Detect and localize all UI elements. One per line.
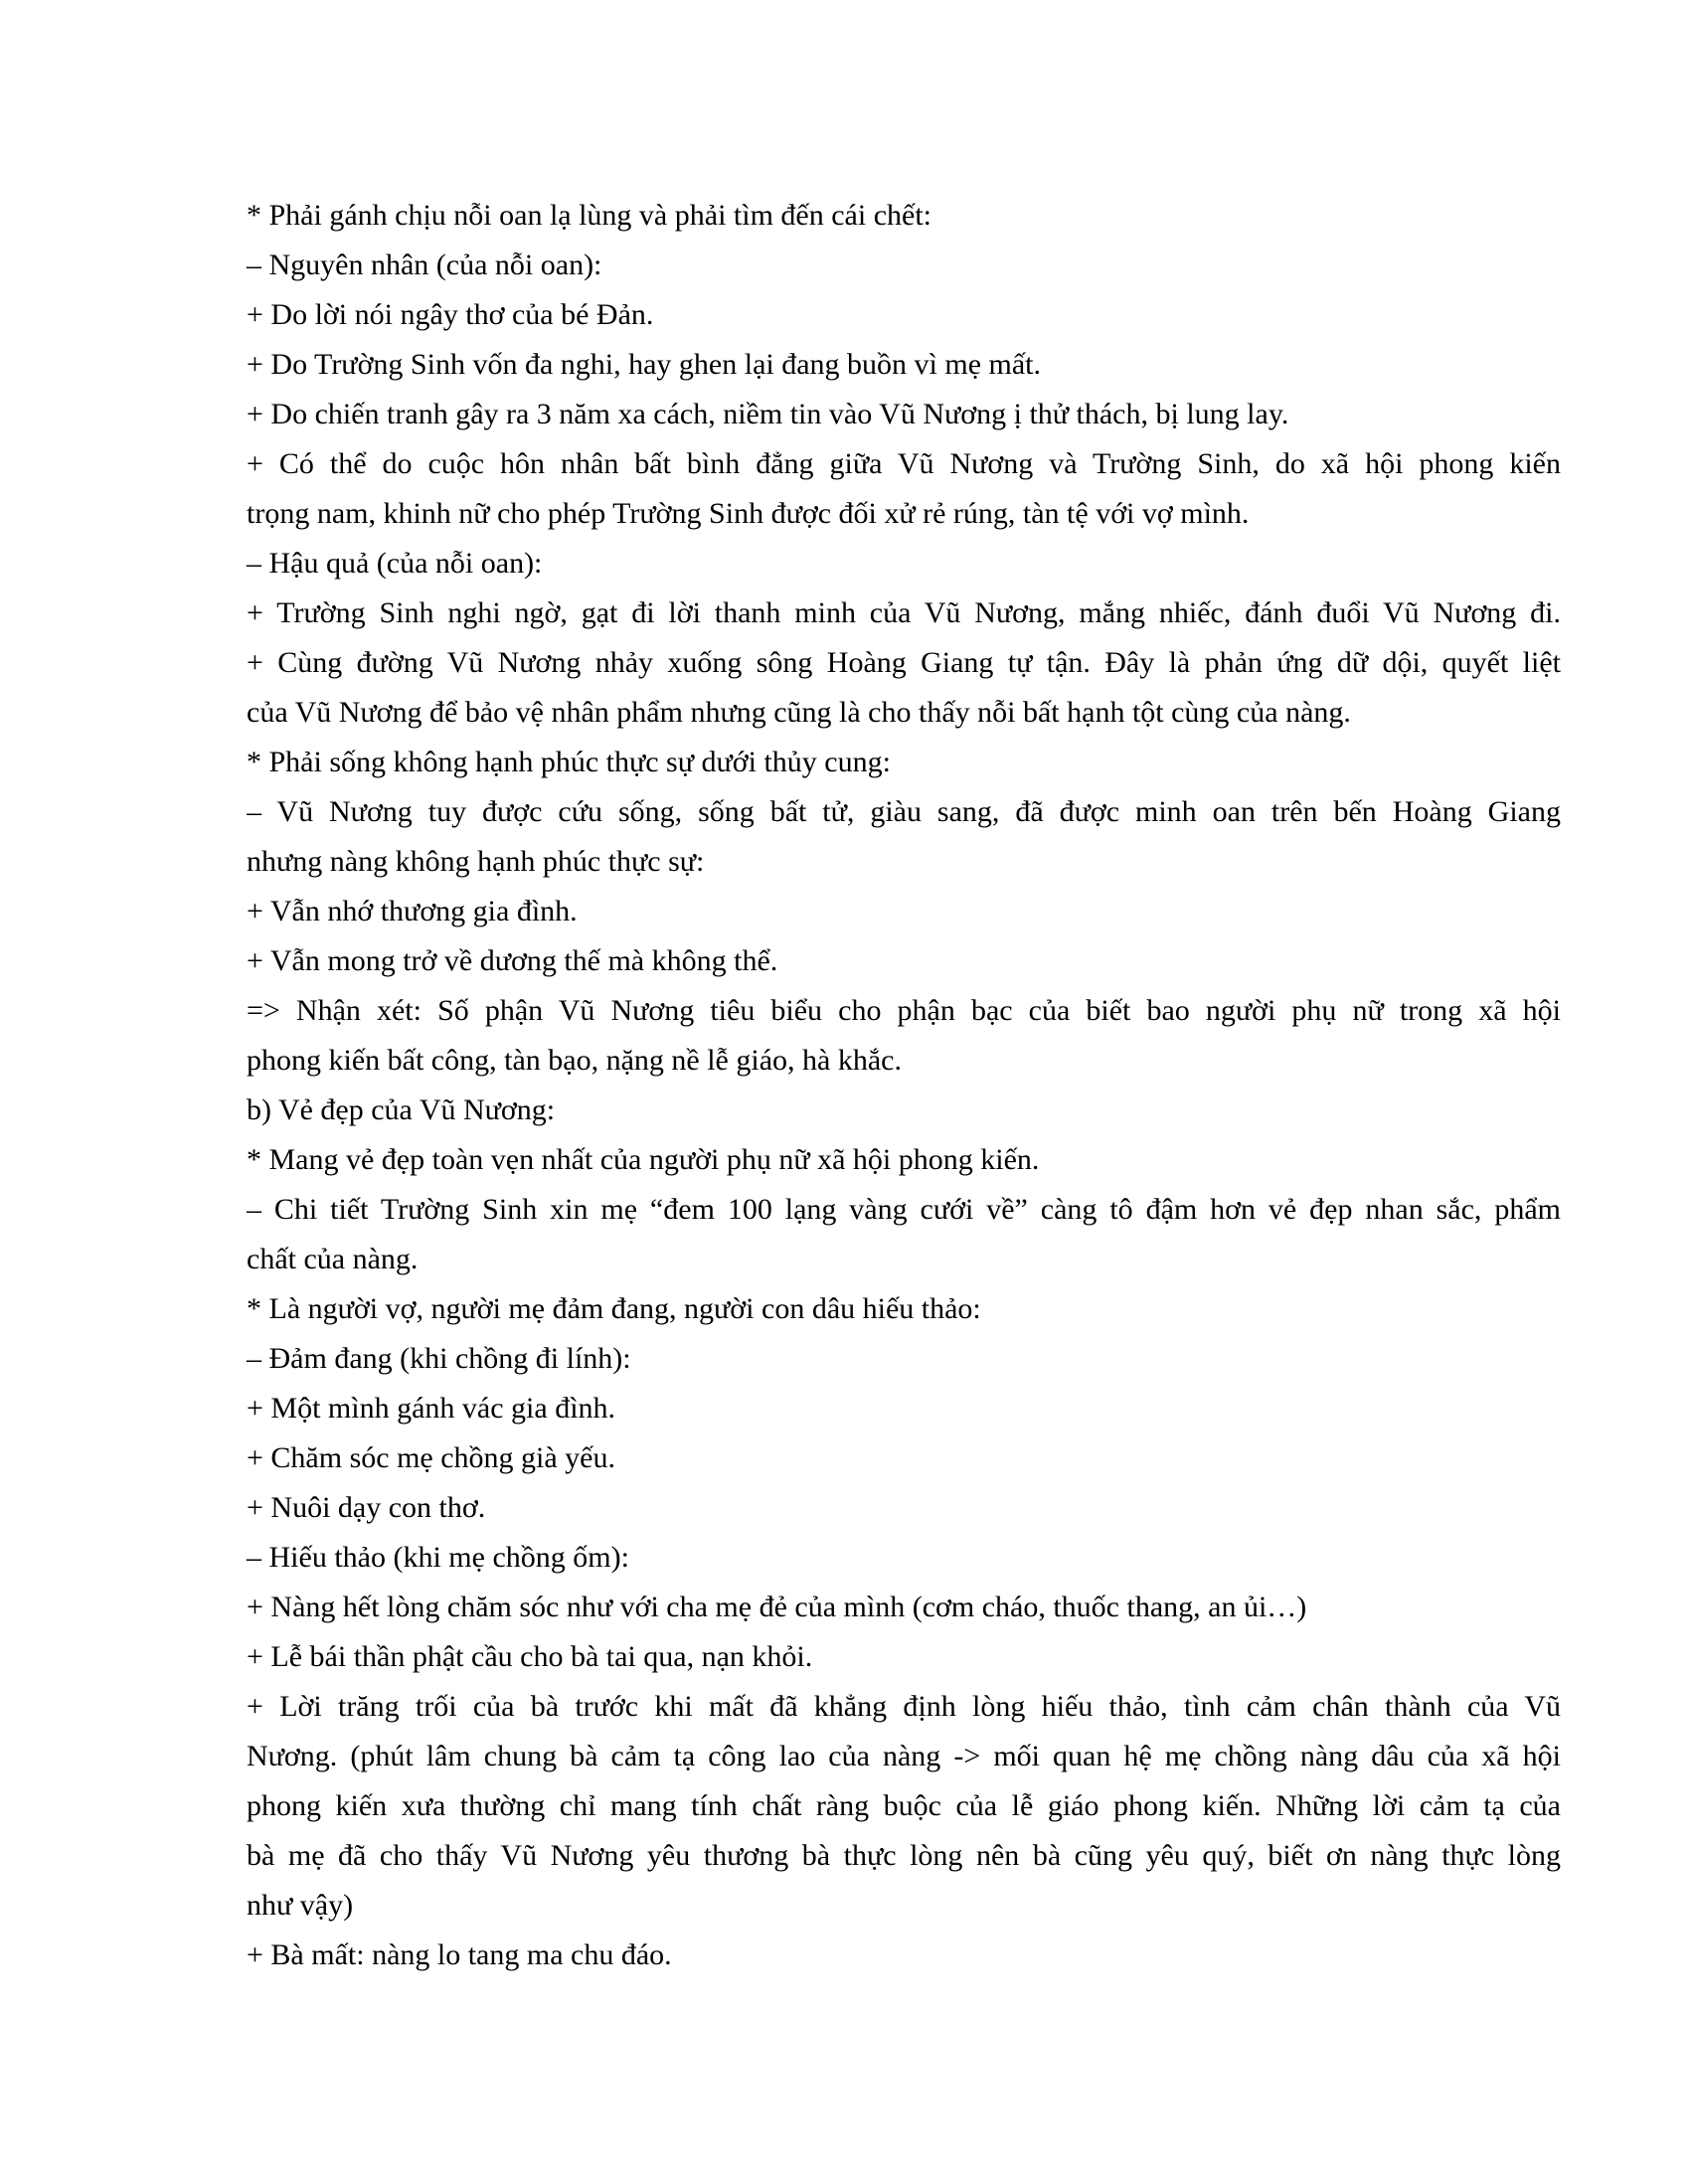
text-line: * Phải sống không hạnh phúc thực sự dưới thủy cung: [247,746,891,778]
text-line: – Hiếu thảo (khi mẹ chồng ốm): [247,1541,629,1574]
text-line: nhưng nàng không hạnh phúc thực sự: [247,845,705,878]
text-line: + Bà mất: nàng lo tang ma chu đáo. [247,1938,672,1971]
text-line: + Lễ bái thần phật cầu cho bà tai qua, nạn khỏi. [247,1640,813,1673]
text-line: – Chi tiết Trường Sinh xin mẹ “đem 100 lạng vàng cưới về” càng tô đậm hơn vẻ đẹp nhan sắc, phẩm [247,1193,1561,1226]
text-line: + Nuôi dạy con thơ. [247,1491,486,1524]
text-line: chất của nàng. [247,1243,419,1275]
text-line: trọng nam, khinh nữ cho phép Trường Sinh được đối xử rẻ rúng, tàn tệ với vợ mình. [247,497,1250,530]
text-line: + Do chiến tranh gây ra 3 năm xa cách, niềm tin vào Vũ Nương ị thử thách, bị lung lay. [247,398,1289,430]
text-line: + Vẫn nhớ thương gia đình. [247,895,578,927]
text-line: * Là người vợ, người mẹ đảm đang, người con dâu hiếu thảo: [247,1292,981,1325]
text-line: + Có thể do cuộc hôn nhân bất bình đẳng giữa Vũ Nương và Trường Sinh, do xã hội phong kiến [247,447,1561,480]
text-line: + Do lời nói ngây thơ của bé Đản. [247,298,654,331]
text-line: + Lời trăng trối của bà trước khi mất đã khẳng định lòng hiếu thảo, tình cảm chân thành của Vũ [247,1690,1561,1723]
text-line: + Vẫn mong trở về dương thế mà không thể. [247,944,778,977]
text-line: + Do Trường Sinh vốn đa nghi, hay ghen lại đang buồn vì mẹ mất. [247,348,1041,381]
text-line: của Vũ Nương để bảo vệ nhân phẩm nhưng cũng là cho thấy nỗi bất hạnh tột cùng của nàng. [247,696,1351,729]
document-body [247,191,1561,1980]
text-line: phong kiến xưa thường chỉ mang tính chất ràng buộc của lễ giáo phong kiến. Những lời cảm tạ của [247,1789,1561,1822]
text-line: – Đảm đang (khi chồng đi lính): [247,1342,631,1375]
text-line: + Một mình gánh vác gia đình. [247,1392,616,1425]
text-line: – Vũ Nương tuy được cứu sống, sống bất tử, giàu sang, đã được minh oan trên bến Hoàng Giang [247,795,1561,828]
text-line: – Hậu quả (của nỗi oan): [247,547,543,580]
text-line: * Phải gánh chịu nỗi oan lạ lùng và phải tìm đến cái chết: [247,199,931,232]
text-line: như vậy) [247,1889,354,1922]
text-line: bà mẹ đã cho thấy Vũ Nương yêu thương bà thực lòng nên bà cũng yêu quý, biết ơn nàng thực lòng [247,1839,1561,1872]
text-line: + Chăm sóc mẹ chồng già yếu. [247,1441,616,1474]
text-line: phong kiến bất công, tàn bạo, nặng nề lễ giáo, hà khắc. [247,1044,902,1077]
text-line: – Nguyên nhân (của nỗi oan): [247,249,602,281]
text-line: * Mang vẻ đẹp toàn vẹn nhất của người phụ nữ xã hội phong kiến. [247,1143,1040,1176]
text-line: + Nàng hết lòng chăm sóc như với cha mẹ đẻ của mình (cơm cháo, thuốc thang, an ủi…) [247,1591,1307,1623]
text-line: => Nhận xét: Số phận Vũ Nương tiêu biểu cho phận bạc của biết bao người phụ nữ trong xã hội [247,994,1561,1027]
text-line: + Trường Sinh nghi ngờ, gạt đi lời thanh minh của Vũ Nương, mắng nhiếc, đánh đuổi Vũ Nương đi. [247,596,1561,629]
text-line: + Cùng đường Vũ Nương nhảy xuống sông Hoàng Giang tự tận. Đây là phản ứng dữ dội, quyết liệt [247,646,1561,679]
text-line: b) Vẻ đẹp của Vũ Nương: [247,1093,556,1126]
text-line: Nương. (phút lâm chung bà cảm tạ công lao của nàng -> mối quan hệ mẹ chồng nàng dâu của xã hội [247,1740,1561,1772]
